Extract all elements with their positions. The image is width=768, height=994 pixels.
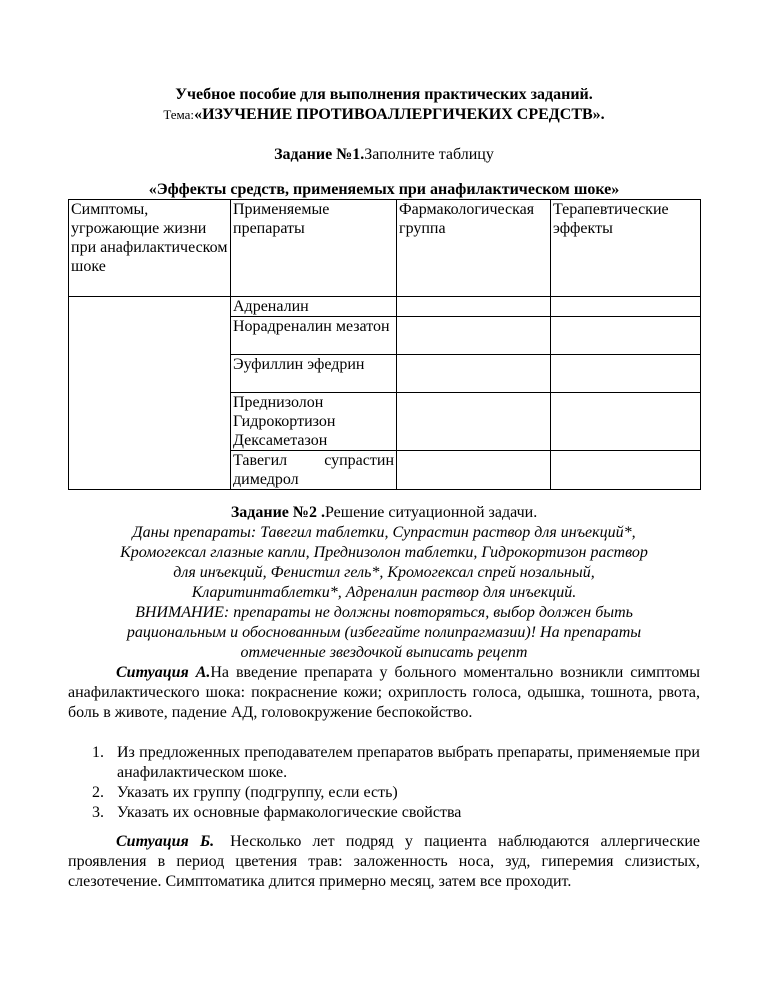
- instruction-line: рациональным и обоснованным (избегайте полипрагмазии)! На препараты: [126, 624, 642, 641]
- list-item: 2. Указать их группу (подгруппу, если есть): [92, 784, 398, 801]
- task2-heading: [0, 503, 768, 523]
- task2-text: Решение ситуационной задачи.: [324, 504, 538, 521]
- table-cell-drug: Эуфиллин эфедрин: [231, 355, 397, 393]
- table-cell-symptoms: [69, 297, 231, 490]
- task1-text: Заполните таблицу: [364, 146, 494, 163]
- effects-table: [68, 199, 701, 490]
- table-caption: «Эффекты средств, применяемых при анафилактическом шоке»: [148, 181, 620, 198]
- table-cell-drug: Тавегил супрастин димедрол: [231, 451, 397, 490]
- list-item: 1. Из предложенных преподавателем препаратов выбрать препараты, применяемые при анафилактическом шоке.: [92, 744, 700, 781]
- table-cell-effects: [551, 297, 701, 317]
- document-title: Учебное пособие для выполнения практических заданий.: [175, 86, 593, 103]
- instruction-line: отмеченные звездочкой выписать рецепт: [240, 644, 528, 661]
- table-cell-drug: Преднизолон Гидрокортизон Дексаметазон: [231, 393, 397, 451]
- table-cell-drug: Норадреналин мезатон: [231, 317, 397, 355]
- task2-instructions: [60, 523, 708, 663]
- table-cell-effects: [551, 451, 701, 490]
- instruction-line: Кларитинтаблетки*, Адреналин раствор для инъекций.: [191, 584, 577, 601]
- instruction-line: ВНИМАНИЕ: препараты не должны повторяться, выбор должен быть: [135, 604, 633, 621]
- situation-a-label: Ситуация А.: [116, 664, 211, 681]
- instruction-line: для инъекций, Фенистил гель*, Кромогексал спрей нозальный,: [173, 564, 595, 581]
- situation-b-paragraph: [68, 832, 700, 892]
- table-cell-drug: Адреналин: [231, 297, 397, 317]
- table-cell-group: [397, 451, 551, 490]
- task1-label: Задание №1.: [274, 146, 365, 163]
- table-header-cell: Симптомы, угрожающие жизни при анафилактическом шоке: [69, 200, 231, 297]
- table-row: [69, 297, 701, 317]
- table-header-row: [69, 200, 701, 297]
- instruction-line: Кромогексал глазные капли, Преднизолон таблетки, Гидрокортизон раствор: [120, 544, 648, 561]
- list-item-text: Указать их основные фармакологические свойства: [117, 804, 462, 821]
- situation-a-list: [92, 743, 700, 823]
- situation-b-text: Несколько лет подряд у пациента наблюдаются аллергические проявления в период цветения трав: заложенность носа, зуд, гиперемия слизистых, слезотечение. Симптоматика длится примерно месяц, затем все проходит.: [68, 833, 701, 890]
- situation-a-text: На введение препарата у больного моментально возникли симптомы анафилактического шока: покраснение кожи; охриплость голоса, одышка, тошнота, рвота, боль в животе, падение АД, головокружение беспокойство.: [68, 664, 700, 721]
- list-item-text: Из предложенных преподавателем препаратов выбрать препараты, применяемые при анафилактическом шоке.: [117, 744, 700, 781]
- task1-heading: [0, 145, 768, 165]
- table-header-cell: Терапевтические эффекты: [551, 200, 701, 297]
- instruction-line: Даны препараты: Тавегил таблетки, Супрастин раствор для инъекций*,: [132, 524, 636, 541]
- table-cell-effects: [551, 317, 701, 355]
- table-cell-group: [397, 297, 551, 317]
- list-item-text: Указать их группу (подгруппу, если есть): [117, 784, 398, 801]
- table-cell-group: [397, 317, 551, 355]
- table-cell-effects: [551, 393, 701, 451]
- table-cell-effects: [551, 355, 701, 393]
- list-item: 3. Указать их основные фармакологические свойства: [92, 804, 462, 821]
- task2-label: Задание №2 .: [230, 504, 325, 521]
- situation-b-label: Ситуация Б.: [116, 833, 215, 850]
- table-cell-group: [397, 355, 551, 393]
- table-header-cell: Фармакологическая группа: [397, 200, 551, 297]
- table-header-cell: Применяемые препараты: [231, 200, 397, 297]
- table-cell-group: [397, 393, 551, 451]
- situation-a-paragraph: [68, 663, 700, 723]
- topic-title: «ИЗУЧЕНИЕ ПРОТИВОАЛЛЕРГИЧЕКИХ СРЕДСТВ».: [194, 106, 605, 123]
- topic-line: [0, 105, 768, 125]
- topic-prefix: Тема:: [163, 107, 195, 122]
